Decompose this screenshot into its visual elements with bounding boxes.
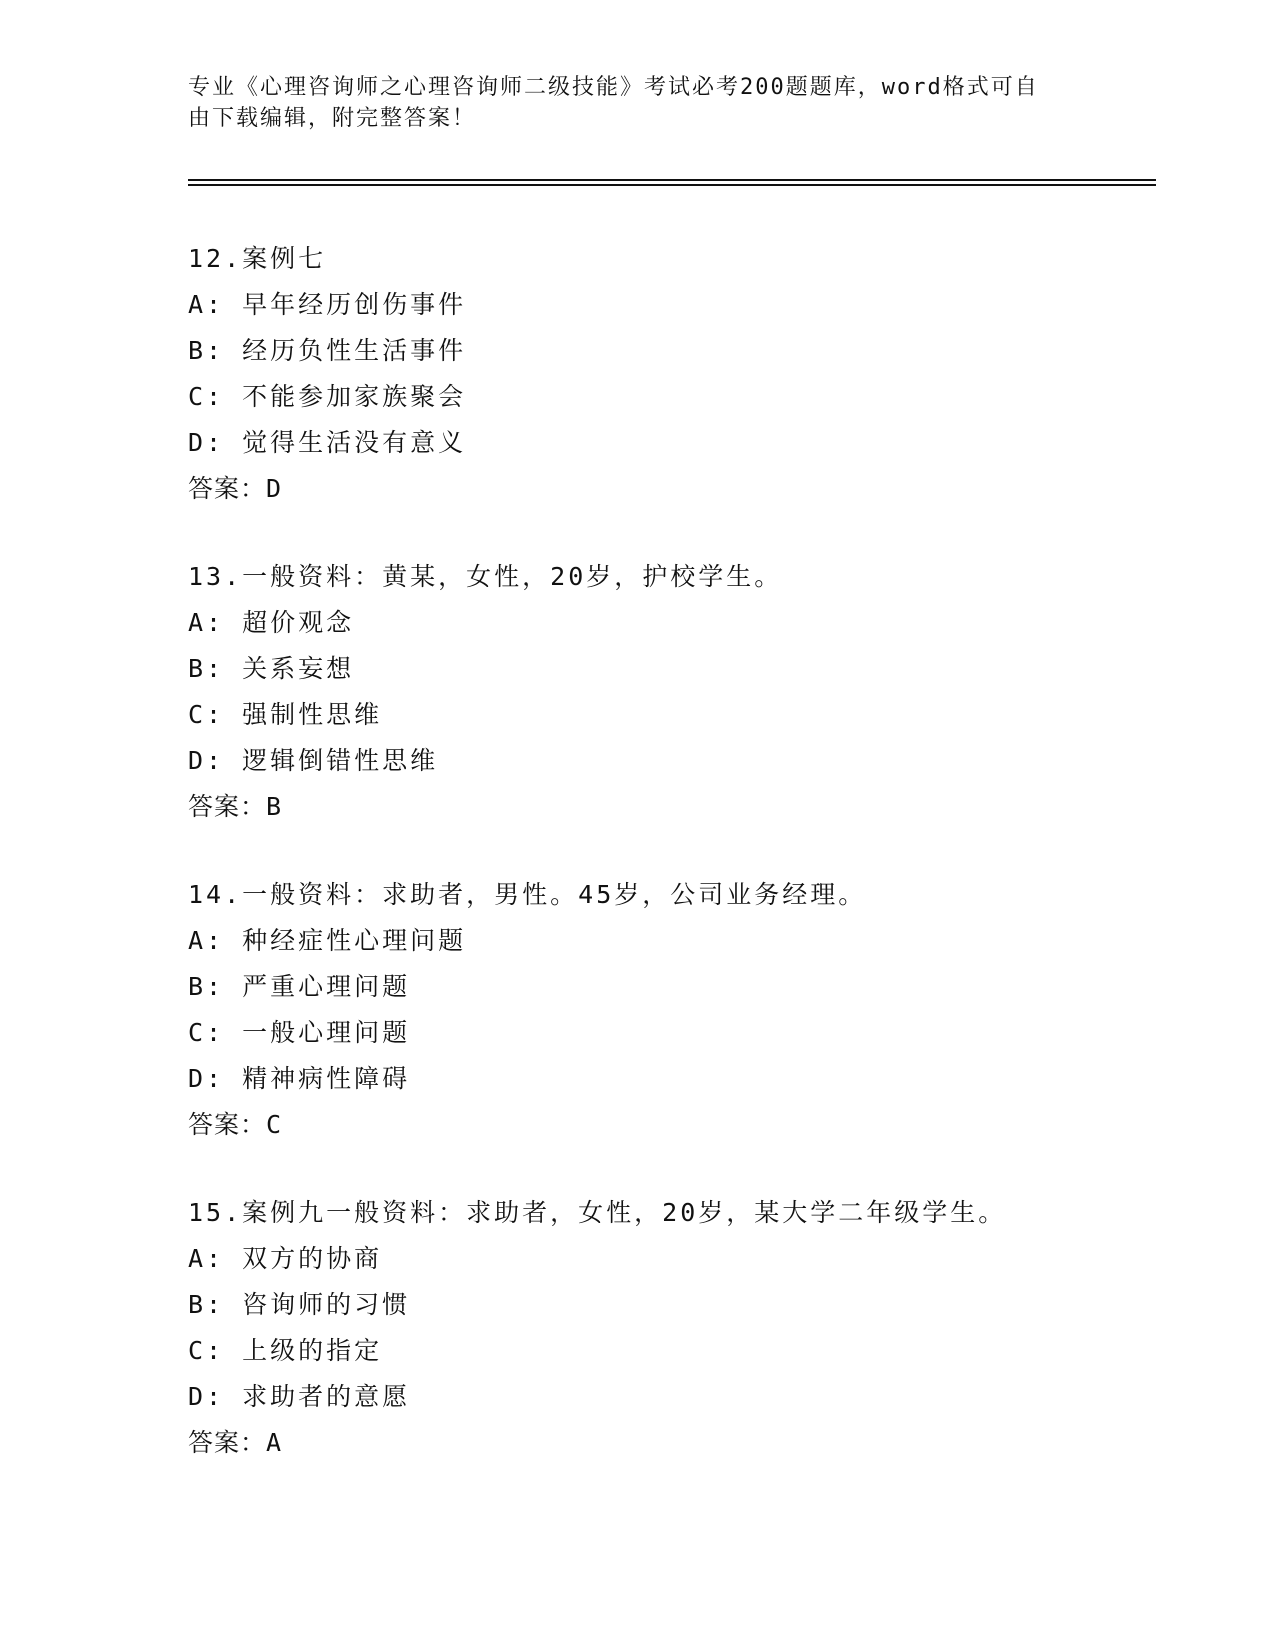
answer-line — [188, 466, 1156, 512]
question-list — [188, 236, 1156, 1508]
header-line-1: 专业《心理咨询师之心理咨询师二级技能》考试必考200题题库，word格式可自 — [188, 75, 1039, 100]
answer-value: B — [266, 792, 282, 821]
header-divider-top — [188, 179, 1156, 181]
option-c: C: 不能参加家族聚会 — [188, 382, 467, 411]
document-header — [188, 72, 1068, 134]
question-stem: 12.案例七 — [188, 244, 327, 273]
answer-label: 答案： — [188, 1428, 267, 1457]
option-b: B: 关系妄想 — [188, 654, 355, 683]
answer-value: A — [266, 1428, 282, 1457]
question-13 — [188, 554, 1156, 830]
option-d: D: 逻辑倒错性思维 — [188, 746, 439, 775]
question-stem: 14.一般资料：求助者，男性。45岁，公司业务经理。 — [188, 880, 867, 909]
option-a: A: 早年经历创伤事件 — [188, 290, 467, 319]
question-stem: 15.案例九一般资料：求助者，女性，20岁，某大学二年级学生。 — [188, 1198, 1007, 1227]
option-c: C: 一般心理问题 — [188, 1018, 411, 1047]
header-divider-bottom — [188, 184, 1156, 186]
option-b: B: 严重心理问题 — [188, 972, 411, 1001]
question-15 — [188, 1190, 1156, 1466]
option-a: A: 超价观念 — [188, 608, 355, 637]
option-c: C: 上级的指定 — [188, 1336, 383, 1365]
answer-label: 答案： — [188, 1110, 267, 1139]
answer-value: D — [266, 474, 282, 503]
option-c: C: 强制性思维 — [188, 700, 383, 729]
answer-line — [188, 1420, 1156, 1466]
option-b: B: 经历负性生活事件 — [188, 336, 467, 365]
answer-line — [188, 784, 1156, 830]
option-d: D: 觉得生活没有意义 — [188, 428, 467, 457]
answer-label: 答案： — [188, 474, 267, 503]
question-14 — [188, 872, 1156, 1148]
option-b: B: 咨询师的习惯 — [188, 1290, 411, 1319]
answer-line — [188, 1102, 1156, 1148]
header-line-2: 由下载编辑，附完整答案！ — [188, 106, 477, 131]
option-a: A: 种经症性心理问题 — [188, 926, 467, 955]
option-d: D: 精神病性障碍 — [188, 1064, 411, 1093]
answer-label: 答案： — [188, 792, 267, 821]
answer-value: C — [266, 1110, 282, 1139]
question-12 — [188, 236, 1156, 512]
option-a: A: 双方的协商 — [188, 1244, 383, 1273]
option-d: D: 求助者的意愿 — [188, 1382, 411, 1411]
question-stem: 13.一般资料：黄某，女性，20岁，护校学生。 — [188, 562, 783, 591]
